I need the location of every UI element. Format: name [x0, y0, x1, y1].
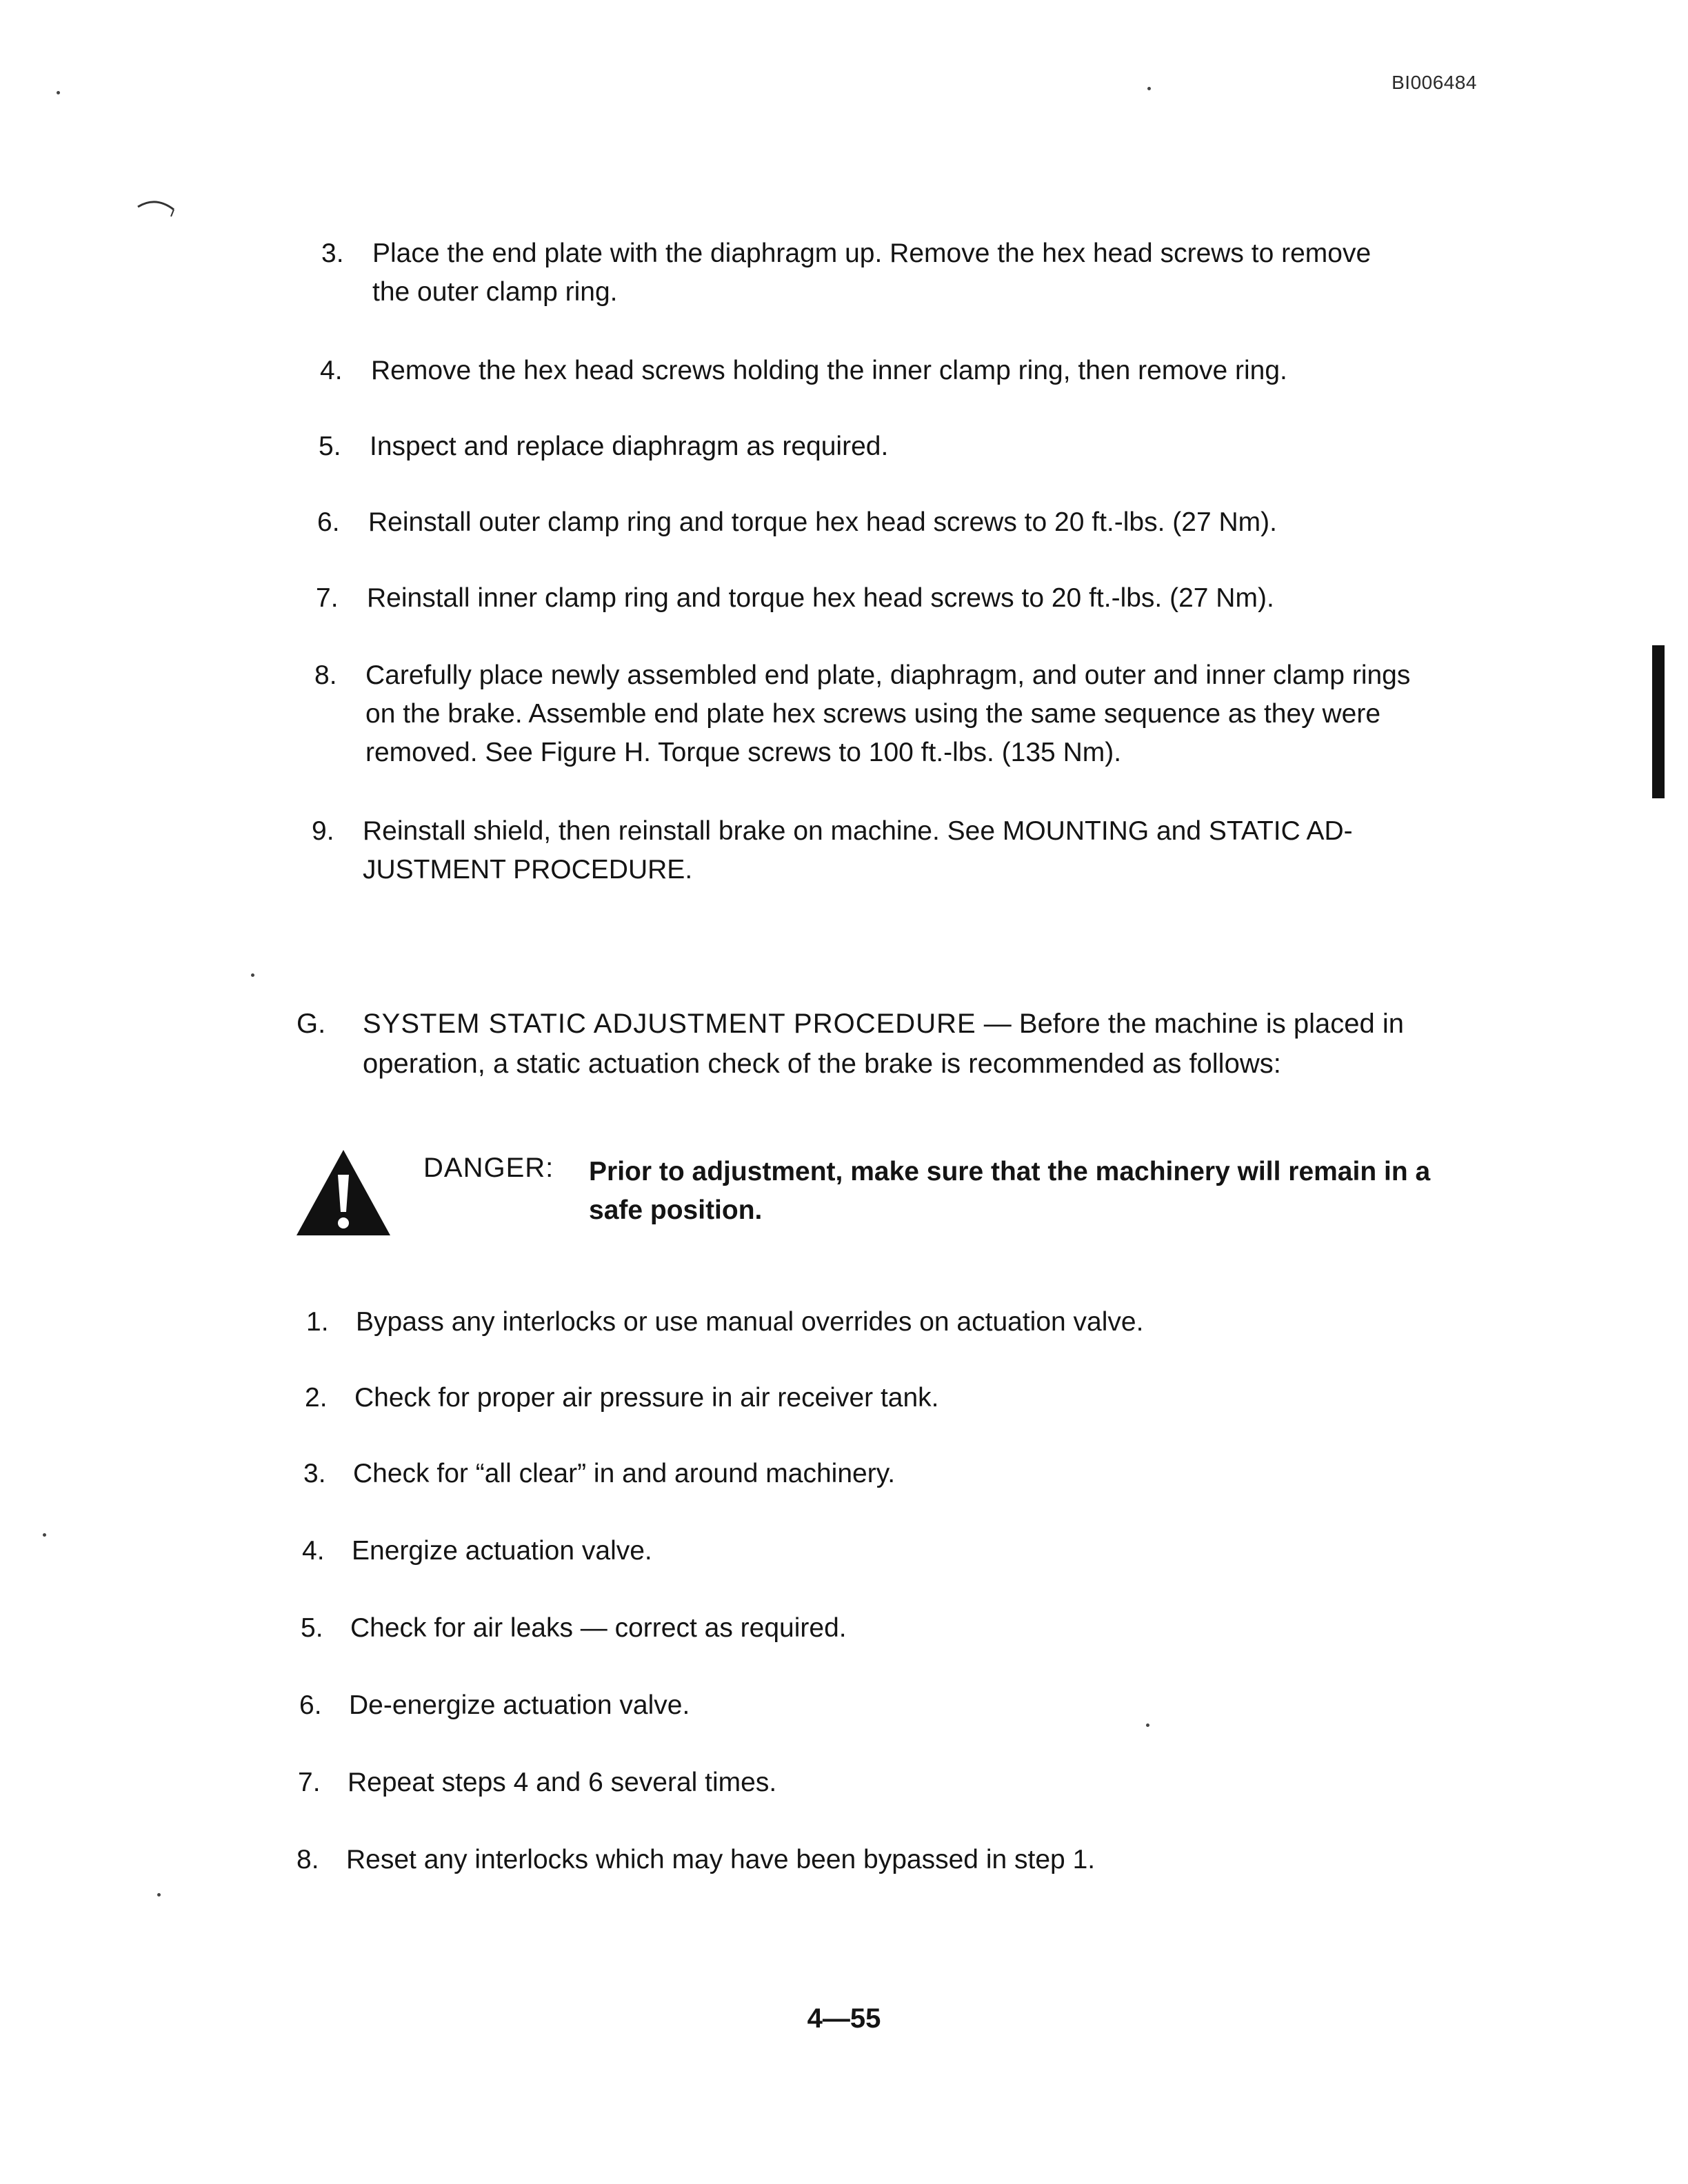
document-id: BI006484	[1391, 72, 1477, 93]
scan-speck	[43, 1533, 46, 1537]
danger-label: DANGER:	[423, 1153, 554, 1183]
step-text: Check for “all clear” in and around machinery.	[353, 1459, 896, 1488]
danger-line1: Prior to adjustment, make sure that the machinery will remain in a	[589, 1157, 1431, 1186]
scan-speck	[157, 1893, 161, 1897]
step-number: 5.	[301, 1613, 323, 1643]
step-number: 9.	[312, 816, 334, 846]
section-g-body	[363, 1004, 1494, 1084]
danger-line2: safe position.	[589, 1195, 763, 1225]
scan-speck	[1147, 87, 1151, 90]
section-g-line2: operation, a static actuation check of the brake is recommended as follows:	[363, 1049, 1281, 1079]
step-text: Reinstall outer clamp ring and torque hex head screws to 20 ft.-lbs. (27 Nm).	[368, 507, 1277, 537]
step-text: Remove the hex head screws holding the inner clamp ring, then remove ring.	[371, 356, 1287, 385]
step-text: Repeat steps 4 and 6 several times.	[348, 1768, 777, 1797]
scan-speck	[251, 973, 254, 977]
step-number: 4.	[320, 356, 343, 385]
danger-notice	[294, 1147, 1494, 1251]
step-number: 3.	[303, 1459, 326, 1488]
step-number: 7.	[316, 583, 339, 613]
section-heading: SYSTEM STATIC ADJUSTMENT PROCEDURE	[363, 1009, 976, 1039]
step-number: 8.	[314, 660, 337, 690]
scan-mark-icon	[135, 186, 183, 234]
step-number: 5.	[319, 432, 341, 461]
step-text: Bypass any interlocks or use manual overrides on actuation valve.	[356, 1307, 1144, 1337]
step-number: 2.	[305, 1383, 328, 1413]
page-edge-bar	[1652, 645, 1665, 798]
step-text: Check for proper air pressure in air receiver tank.	[354, 1383, 939, 1413]
warning-triangle-icon	[294, 1147, 393, 1238]
step-text: Check for air leaks — correct as required.	[350, 1613, 847, 1643]
step-text: Reinstall shield, then reinstall brake on machine. See MOUNTING and STATIC AD- JUSTMENT PROCEDURE.	[363, 816, 1353, 884]
step-number: 7.	[298, 1768, 321, 1797]
step-text: De-energize actuation valve.	[349, 1690, 690, 1720]
danger-text	[589, 1153, 1499, 1230]
step-text: Inspect and replace diaphragm as required.	[370, 432, 889, 461]
step-number: 6.	[299, 1690, 322, 1720]
step-number: 4.	[302, 1536, 325, 1566]
step-number: 3.	[321, 239, 344, 268]
step-text: Reset any interlocks which may have been bypassed in step 1.	[346, 1845, 1096, 1874]
step-number: 1.	[306, 1307, 329, 1337]
step-text: Energize actuation valve.	[352, 1536, 652, 1566]
step-number: 6.	[317, 507, 340, 537]
step-text: Reinstall inner clamp ring and torque hex head screws to 20 ft.-lbs. (27 Nm).	[367, 583, 1274, 613]
scan-speck	[57, 91, 60, 94]
step-text: Carefully place newly assembled end plate, diaphragm, and outer and inner clamp rings on the brake. Assemble end plate hex screws using the same sequence as they were removed. See Figure H. Torque screws to 100 ft.-lbs. (135 Nm).	[365, 660, 1411, 767]
page-number: 4—55	[807, 2003, 881, 2034]
step-number: 8.	[297, 1845, 319, 1874]
section-g-line1	[363, 1004, 1494, 1044]
section-letter: G.	[297, 1009, 326, 1039]
section-intro: — Before the machine is placed in	[976, 1009, 1404, 1039]
step-text: Place the end plate with the diaphragm up. Remove the hex head screws to remove the outer clamp ring.	[372, 239, 1372, 307]
